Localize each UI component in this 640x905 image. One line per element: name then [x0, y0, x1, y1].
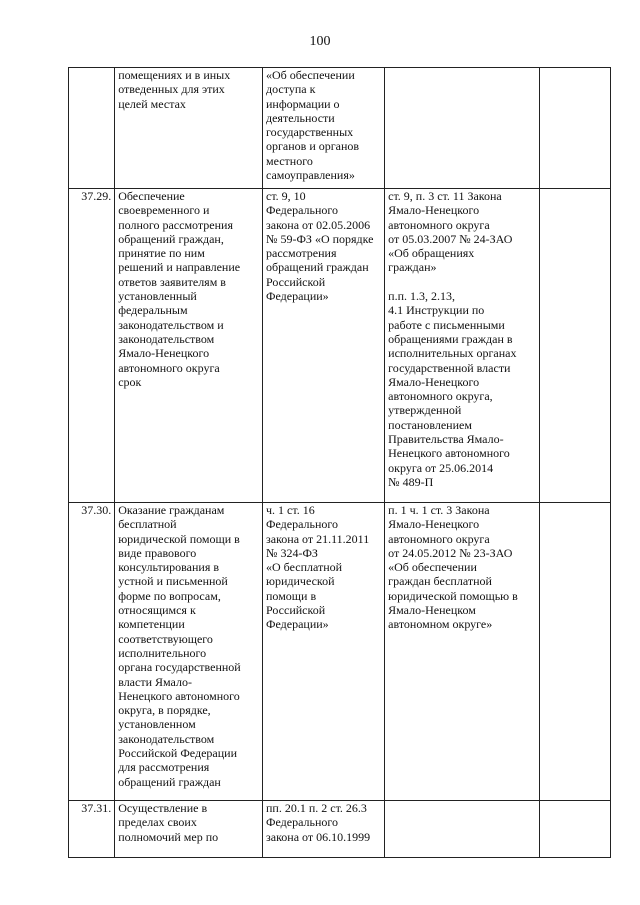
note-cell	[540, 801, 611, 858]
note-cell	[540, 189, 611, 503]
table-row	[69, 503, 611, 801]
page-number: 100	[309, 34, 331, 49]
regional-act-cell: ст. 9, п. 3 ст. 11 Закона Ямало-Ненецкого автономного округа от 05.03.2007 № 24-ЗАО «Об обращениях граждан» п.п. 1.3, 2.13, 4.1 Инструкции по работе с письменными обращениями граждан в исполнительных органах государственной власти Ямало-Ненецкого автономного округа, утвержденной постановлением Правительства Ямало- Ненецкого автономного округа от 25.06.2014 № 489-П	[385, 189, 540, 503]
note-cell	[540, 503, 611, 801]
row-number: 37.31.	[69, 801, 115, 858]
table-row	[69, 801, 611, 858]
federal-law-cell: пп. 20.1 п. 2 ст. 26.3 Федерального закона от 06.10.1999	[263, 801, 385, 858]
note-cell	[540, 68, 611, 189]
activity-cell: Обеспечение своевременного и полного рассмотрения обращений граждан, принятие по ним решений и направление ответов заявителям в установленный федеральным законодательством и законодательством Ямало-Ненецкого автономного округа срок	[115, 189, 263, 503]
regional-act-cell	[385, 68, 540, 189]
federal-law-cell: ч. 1 ст. 16 Федерального закона от 21.11.2011 № 324-ФЗ «О бесплатной юридической помощи в Российской Федерации»	[263, 503, 385, 801]
regional-act-cell: п. 1 ч. 1 ст. 3 Закона Ямало-Ненецкого автономного округа от 24.05.2012 № 23-ЗАО «Об обеспечении граждан бесплатной юридической помощью в Ямало-Ненецком автономном округе»	[385, 503, 540, 801]
federal-law-cell: ст. 9, 10 Федерального закона от 02.05.2006 № 59-ФЗ «О порядке рассмотрения обращений граждан Российской Федерации»	[263, 189, 385, 503]
activity-cell: помещениях и в иных отведенных для этих целей местах	[115, 68, 263, 189]
legal-table	[68, 67, 611, 858]
regional-act-cell	[385, 801, 540, 858]
activity-cell: Оказание гражданам бесплатной юридической помощи в виде правового консультирования в устной и письменной форме по вопросам, относящимся к компетенции соответствующего исполнительного органа государственной власти Ямало- Ненецкого автономного округа, в порядке, установленном законодательством Российской Федерации для рассмотрения обращений граждан	[115, 503, 263, 801]
row-number: 37.30.	[69, 503, 115, 801]
activity-cell: Осуществление в пределах своих полномочий мер по	[115, 801, 263, 858]
table-row	[69, 189, 611, 503]
row-number: 37.29.	[69, 189, 115, 503]
table-row	[69, 68, 611, 189]
row-number	[69, 68, 115, 189]
federal-law-cell: «Об обеспечении доступа к информации о деятельности государственных органов и органов местного самоуправления»	[263, 68, 385, 189]
